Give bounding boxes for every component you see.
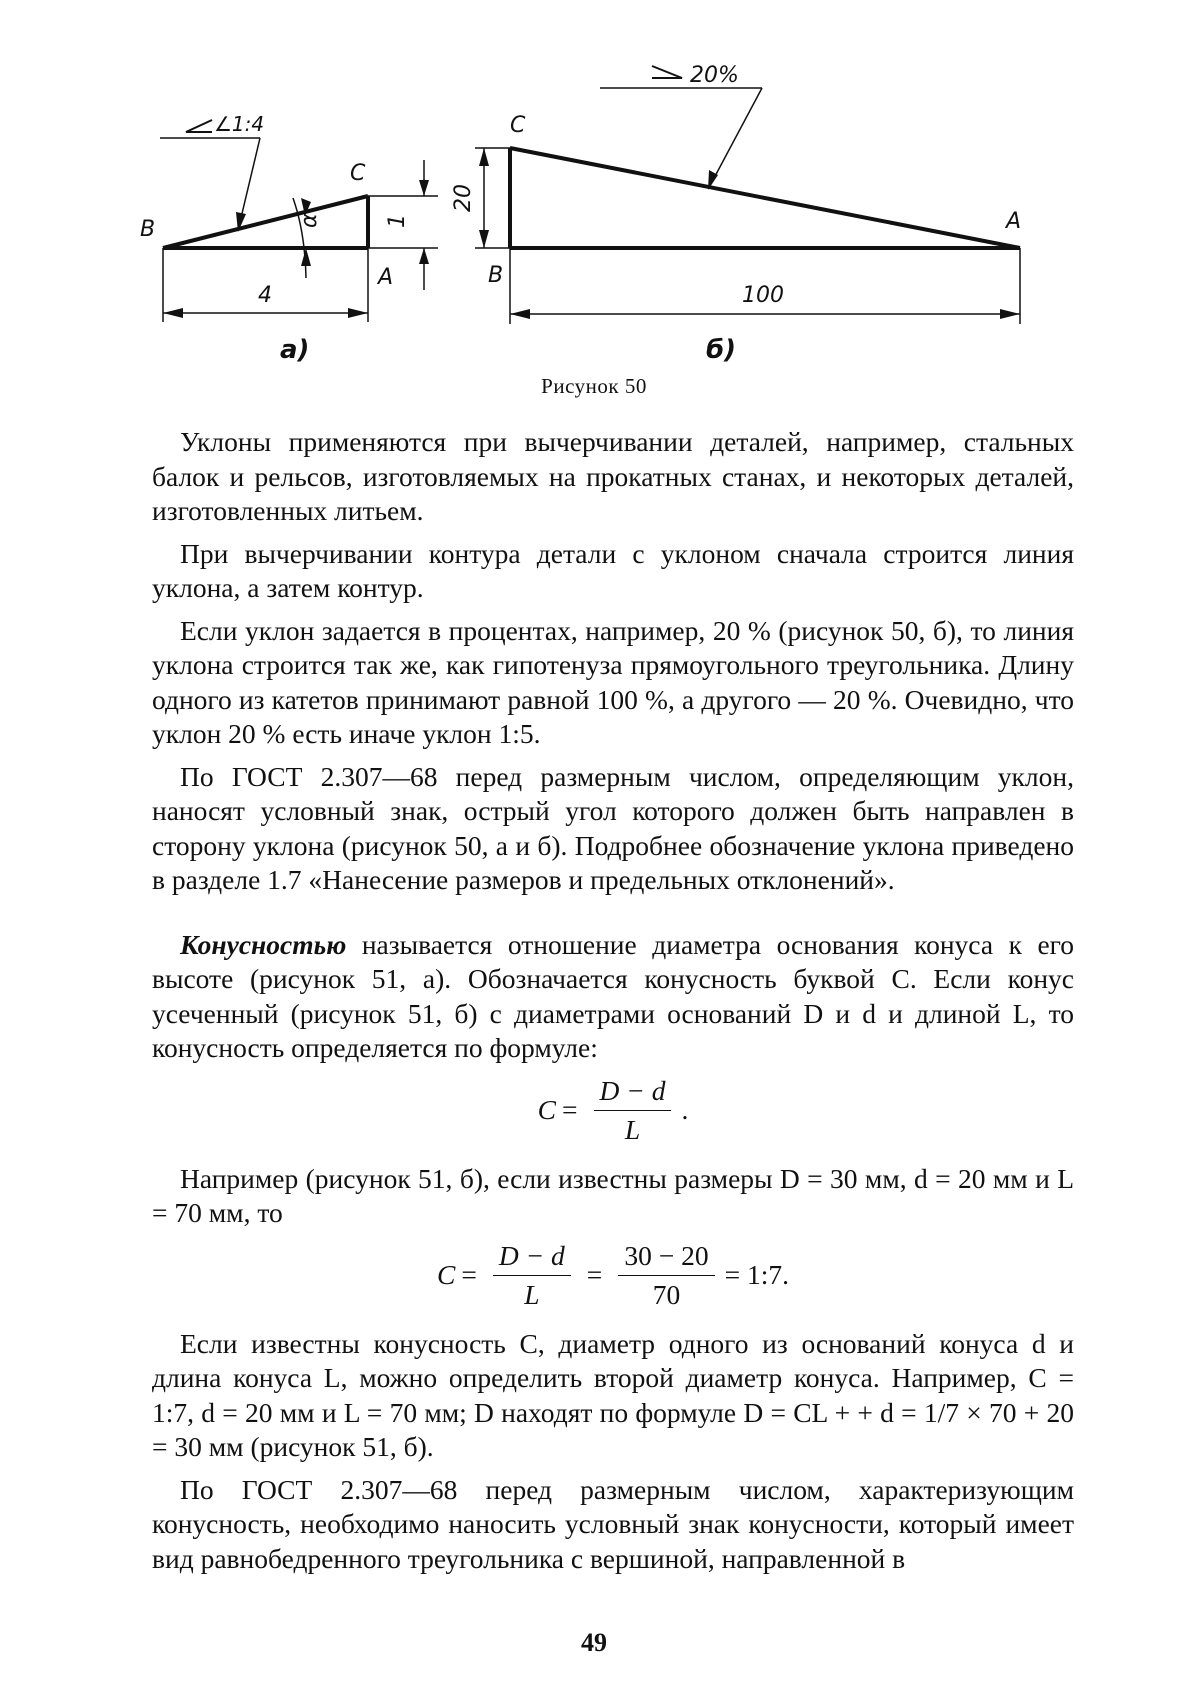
fig-b-subcaption: б) [706,335,737,365]
paragraph-taper-definition [152,928,1074,1066]
term-taper: Конусностью [180,928,347,960]
formula2-numerator2: 30 − 20 [618,1239,714,1277]
formula1-numerator: D − d [594,1074,672,1112]
paragraph-slope-construction: При вычерчивании контура детали с уклоном сначала строится линия уклона, а затем контур. [152,537,1074,603]
fig-a-height-dim: 1 [385,214,410,228]
fig-b-base-dim: 100 [742,283,784,308]
paragraph-slopes-usage: Уклоны применяются при вычерчивании деталей, например, стальных балок и рельсов, изготовляемых на прокатных станах, и некоторых деталей, изготовленных литьем. [152,426,1074,526]
page-number: 49 [581,1628,607,1657]
formula2-eq2: = [586,1259,603,1291]
formula1-tail: . [681,1094,689,1126]
fig-a-slope-label: ∠1:4 [214,112,265,136]
paragraph-example: Например (рисунок 51, б), если известны размеры D = 30 мм, d = 20 мм и L = 70 мм, то [152,1162,1074,1228]
fig-b-height-dim: 20 [451,184,476,212]
fig-b-vertex-a: A [1006,209,1022,234]
paragraph-gost-slope: По ГОСТ 2.307—68 перед размерным числом, определяющим уклон, наносят условный знак, острый угол которого должен быть направлен в сторону уклона (рисунок 50, а и б). Подробнее обозначение уклона приведено в разделе 1.7 «Нанесение размеров и предельных отклонений». [152,760,1074,895]
formula-taper [152,1074,1074,1148]
fig-a-base-dim: 4 [258,283,272,308]
fig-b-vertex-b: B [488,263,504,288]
fig-a-subcaption: а) [280,335,310,365]
formula-example [152,1239,1074,1313]
formula1-denominator: L [624,1114,641,1145]
paragraph-gost-taper: По ГОСТ 2.307—68 перед размерным числом, характеризующим конусность, необходимо наносить условный знак конусности, который имеет вид равнобедренного треугольника с вершиной, направленной в [152,1473,1074,1574]
formula2-fraction1 [493,1239,571,1313]
formula1-eq: = [562,1094,578,1126]
formula2-eq1: = [461,1259,477,1291]
formula2-numerator1: D − d [493,1239,571,1277]
body-text [152,425,1074,1584]
figure-caption: Рисунок 50 [541,374,647,398]
taper-definition-text: называется отношение диаметра основания конуса к его высоте (рисунок 51, а). Обозначается конусность буквой C. Если конус усеченный (рисунок 51, б) с диаметрами оснований D и d и длиной L, то конусность определяется по формуле: [152,928,1074,1063]
formula2-denominator2: 70 [652,1279,681,1310]
fig-b-vertex-c: C [510,113,526,138]
fig-b-slope-label: 20% [690,63,739,88]
formula2-lhs: C [437,1259,456,1291]
paragraph-second-diameter: Если известны конусность C, диаметр одного из оснований конуса d и длина конуса L, можно определить второй диаметр конуса. Например, C = 1:7, d = 20 мм и L = 70 мм; D находят по формуле D = CL + + d = 1/7 × 70 + 20 = 30 мм (рисунок 51, б). [152,1327,1074,1462]
fig-a-vertex-c: C [350,161,366,186]
formula1-fraction [594,1074,672,1148]
formula1-lhs: C [537,1094,557,1126]
fig-a-vertex-b: B [140,217,156,242]
fig-a-vertex-a: A [378,265,394,290]
formula2-tail: = 1:7. [724,1259,789,1291]
fig-a-angle-symbol: α [297,213,322,228]
formula2-fraction2 [618,1239,714,1313]
formula2-denominator1: L [524,1279,540,1310]
figure-50 [0,0,1188,380]
paragraph-slope-percent: Если уклон задается в процентах, например, 20 % (рисунок 50, б), то линия уклона строится так же, как гипотенуза прямоугольного треугольника. Длину одного из катетов принимают равной 100 %, а другого — 20 %. Очевидно, что уклон 20 % есть иначе уклон 1:5. [152,614,1074,749]
